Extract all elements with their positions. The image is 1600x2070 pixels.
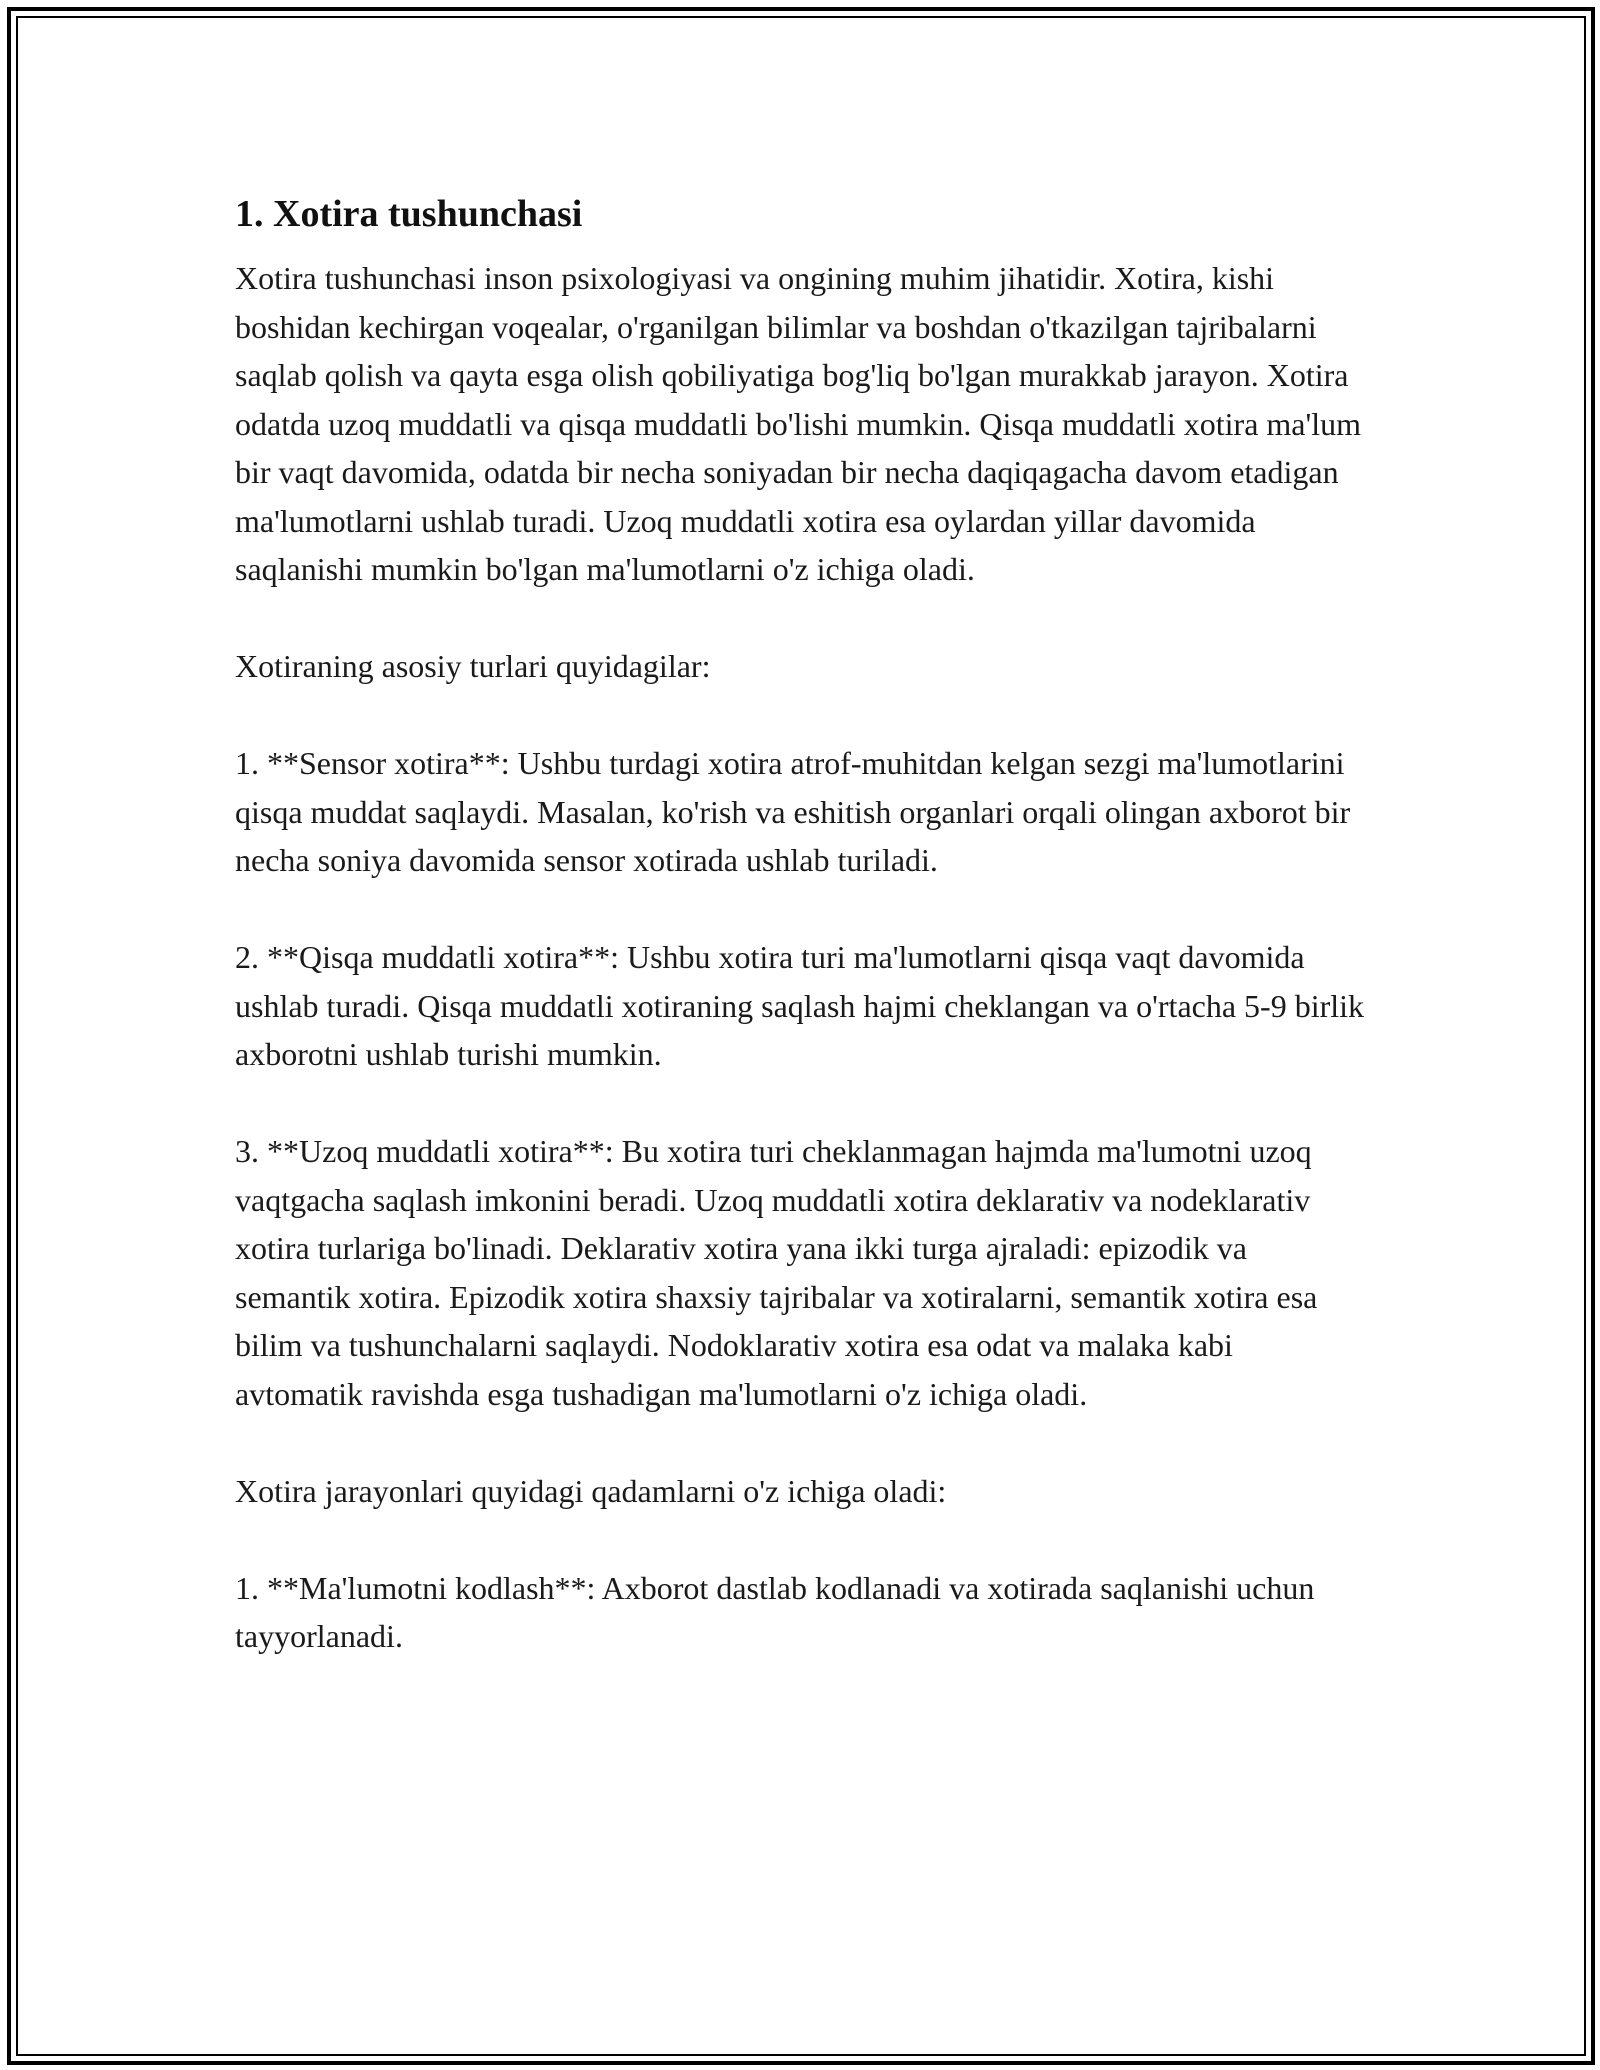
document-body xyxy=(235,188,1365,1661)
paragraph-intro: Xotira tushunchasi inson psixologiyasi va ongining muhim jihatidir. Xotira, kishi boshidan kechirgan voqealar, o'rganilgan bilimlar va boshdan o'tkazilgan tajribalarni saqlab qolish va qayta esga olish qobiliyatiga bog'liq bo'lgan murakkab jarayon. Xotira odatda uzoq muddatli va qisqa muddatli bo'lishi mumkin. Qisqa muddatli xotira ma'lum bir vaqt davomida, odatda bir necha soniyadan bir necha daqiqagacha davom etadigan ma'lumotlarni ushlab turadi. Uzoq muddatli xotira esa oylardan yillar davomida saqlanishi mumkin bo'lgan ma'lumotlarni o'z ichiga oladi. xyxy=(235,260,1362,587)
paragraph-short-term-memory: 2. **Qisqa muddatli xotira**: Ushbu xotira turi ma'lumotlarni qisqa vaqt davomida ushlab turadi. Qisqa muddatli xotiraning saqlash hajmi cheklangan va o'rtacha 5-9 birlik axborotni ushlab turishi mumkin. xyxy=(235,939,1365,1072)
paragraph-long-term-memory: 3. **Uzoq muddatli xotira**: Bu xotira turi cheklanmagan hajmda ma'lumotni uzoq vaqtgacha saqlash imkonini beradi. Uzoq muddatli xotira deklarativ va nodeklarativ xotira turlariga bo'linadi. Deklarativ xotira yana ikki turga ajraladi: epizodik va semantik xotira. Epizodik xotira shaxsiy tajribalar va xotiralarni, semantik xotira esa bilim va tushunchalarni saqlaydi. Nodoklarativ xotira esa odat va malaka kabi avtomatik ravishda esga tushadigan ma'lumotlarni o'z ichiga oladi. xyxy=(235,1133,1318,1412)
section-heading: 1. Xotira tushunchasi xyxy=(235,193,583,235)
paragraph-types-lead: Xotiraning asosiy turlari quyidagilar: xyxy=(235,648,711,684)
paragraph-encoding: 1. **Ma'lumotni kodlash**: Axborot dastlab kodlanadi va xotirada saqlanishi uchun tayyorlanadi. xyxy=(235,1569,1315,1654)
paragraph-sensor-memory: 1. **Sensor xotira**: Ushbu turdagi xotira atrof-muhitdan kelgan sezgi ma'lumotlarini qisqa muddat saqlaydi. Masalan, ko'rish va eshitish organlari orqali olingan axborot bir necha soniya davomida sensor xotirada ushlab turiladi. xyxy=(235,745,1351,878)
paragraph-processes-lead: Xotira jarayonlari quyidagi qadamlarni o'z ichiga oladi: xyxy=(235,1472,947,1509)
